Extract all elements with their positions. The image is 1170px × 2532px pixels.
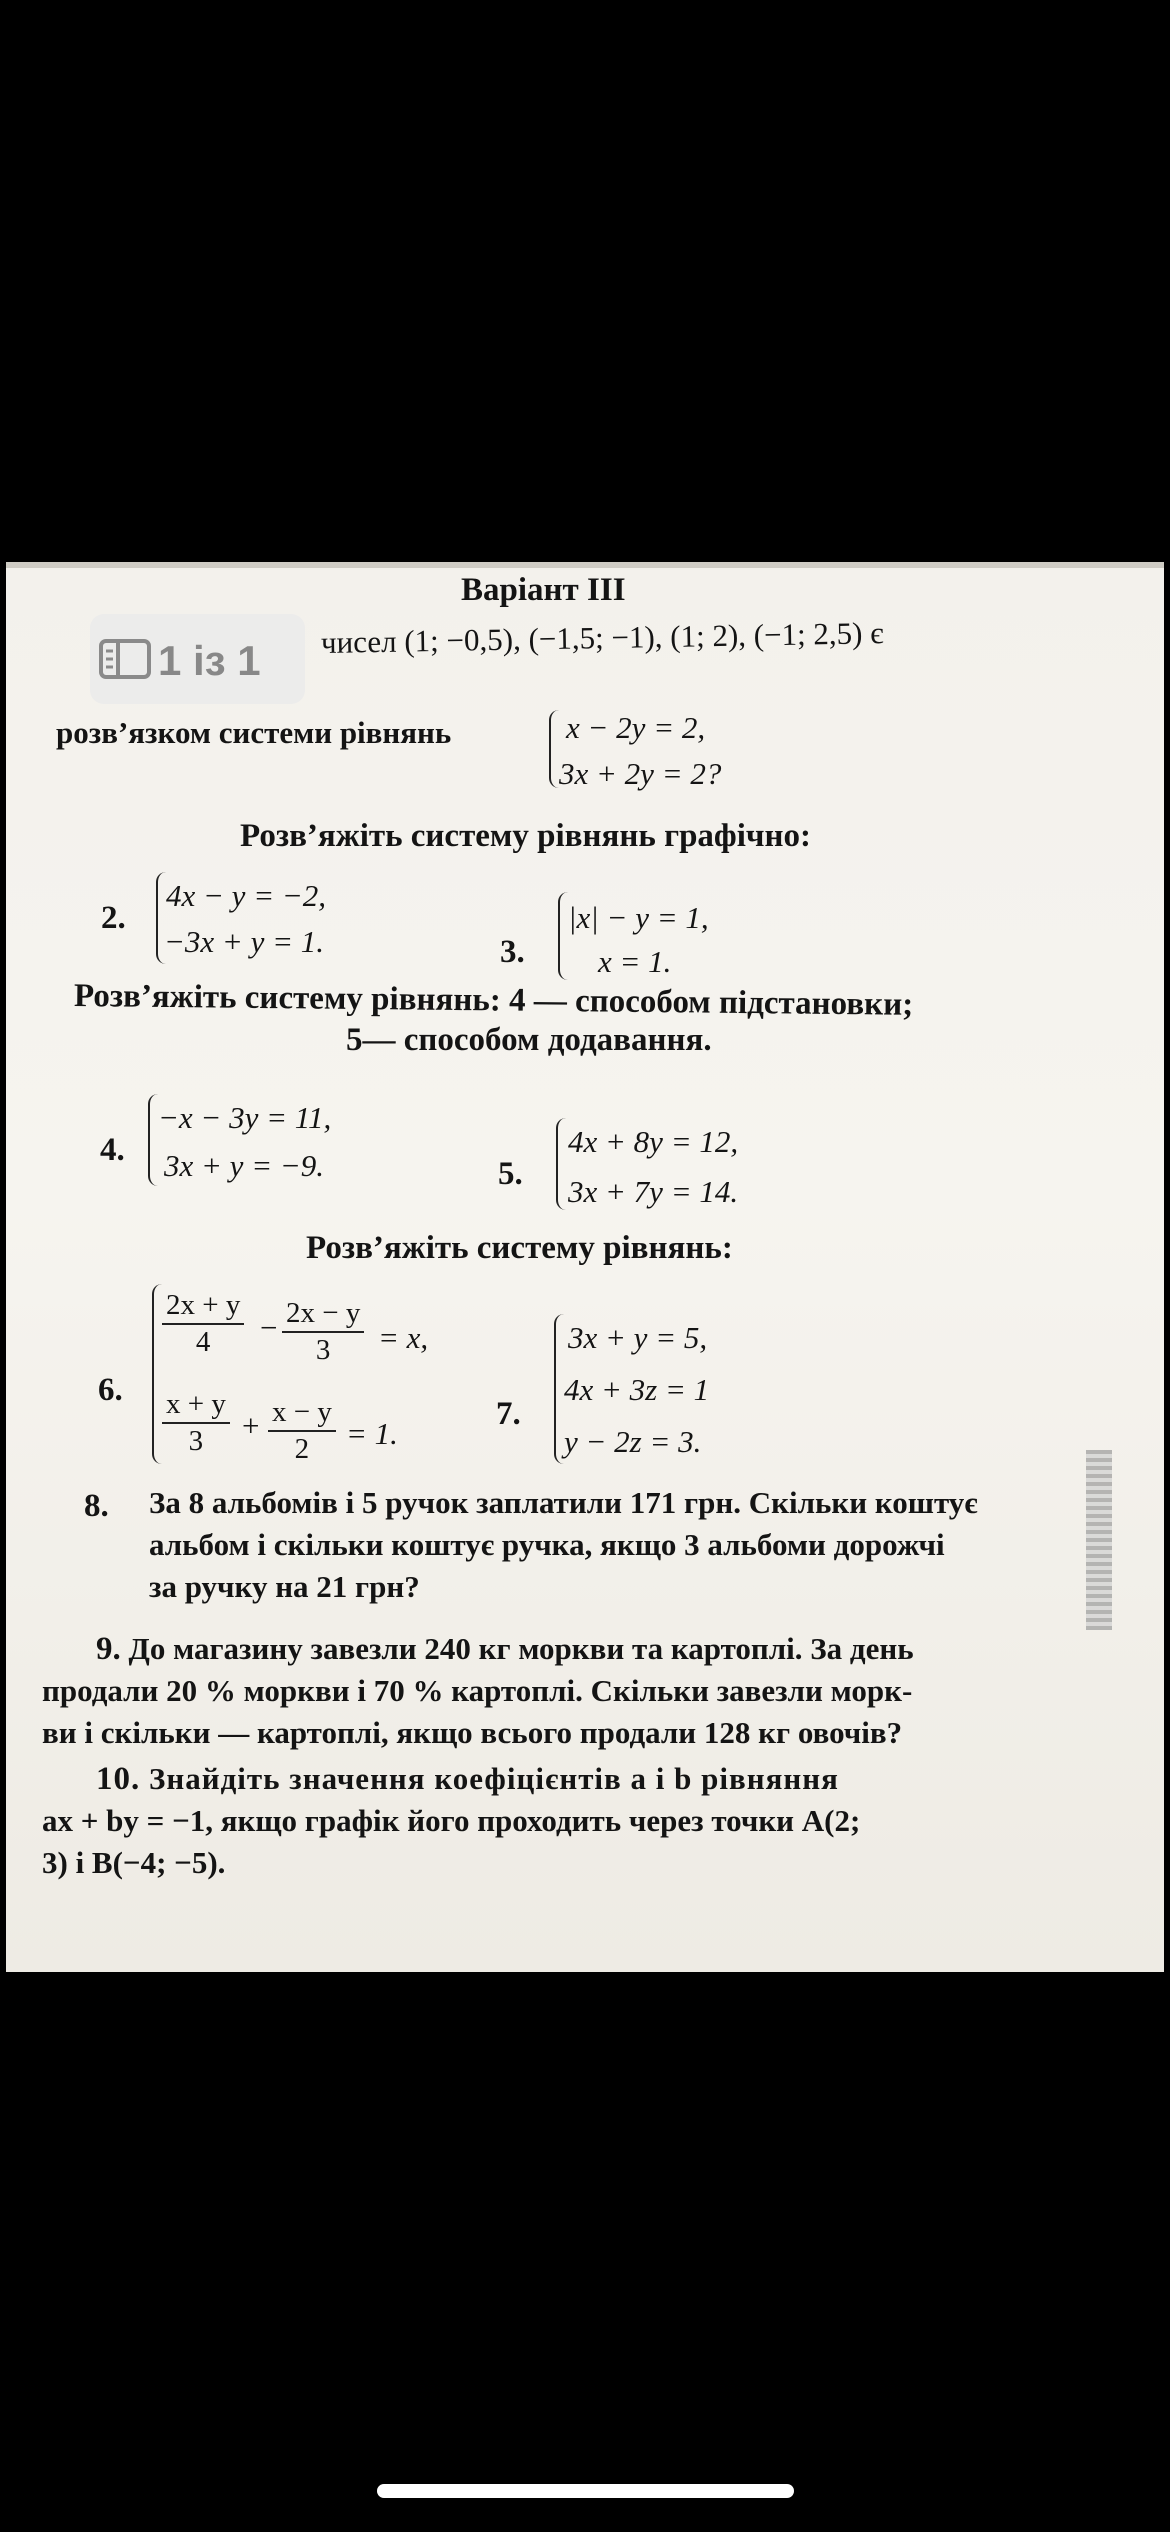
task10-line1-text: Знайдіть значення коефіцієнтів a і b рівняння	[149, 1761, 839, 1796]
task8-number: 8.	[84, 1488, 109, 1524]
task1-line1: чисел (1; −0,5), (−1,5; −1), (1; 2), (−1; 2,5) є	[320, 615, 884, 660]
task7-number: 7.	[496, 1396, 521, 1432]
task6-eq1-rhs: = x,	[378, 1320, 429, 1355]
task6-minus-sign: −	[260, 1310, 278, 1345]
task8-line3: за ручку на 21 грн?	[149, 1569, 420, 1604]
task5-brace	[556, 1118, 568, 1210]
task6-fraction-3-denominator: 3	[188, 1425, 204, 1457]
task6-fraction-4	[268, 1396, 336, 1466]
task2-number: 2.	[101, 900, 126, 936]
task2-eq2: −3x + y = 1.	[164, 924, 325, 959]
task6-plus-sign: +	[242, 1408, 260, 1443]
heading-solve: Розв’яжіть систему рівнянь:	[306, 1230, 733, 1266]
worksheet-page	[6, 562, 1164, 1972]
task6-number: 6.	[98, 1372, 123, 1408]
task6-eq2-rhs: = 1.	[346, 1416, 398, 1451]
task9-number: 9.	[96, 1631, 121, 1667]
task6-fraction-1-numerator: 2x + y	[162, 1289, 244, 1325]
task9-line1-text: До магазину завезли 240 кг моркви та картоплі. За день	[128, 1631, 914, 1666]
task10-line2: ax + by = −1, якщо графік його проходить через точки A(2;	[42, 1803, 861, 1838]
task9-line2: продали 20 % моркви і 70 % картоплі. Скільки завезли морк-	[42, 1673, 913, 1708]
task9-line3: ви і скільки — картоплі, якщо всього продали 128 кг овочів?	[42, 1715, 903, 1750]
task10-line3: 3) і B(−4; −5).	[42, 1845, 226, 1880]
task5-eq2: 3x + 7y = 14.	[568, 1174, 739, 1209]
task2-eq1: 4x − y = −2,	[166, 878, 327, 913]
task7-eq3: y − 2z = 3.	[564, 1424, 702, 1459]
task6-fraction-3-numerator: x + y	[162, 1388, 230, 1424]
task9-continuation	[42, 1670, 912, 1754]
task8-line1: За 8 альбомів і 5 ручок заплатили 171 грн. Скільки коштує	[149, 1485, 978, 1520]
task7-eq1: 3x + y = 5,	[568, 1320, 708, 1355]
task7-eq2: 4x + 3z = 1	[564, 1372, 710, 1407]
heading-graphical: Розв’яжіть систему рівнянь графічно:	[240, 818, 812, 854]
task1-line2: розв’язком системи рівнянь	[56, 715, 452, 750]
task1-eq2: 3x + 2y = 2?	[559, 756, 722, 791]
task10-line1	[96, 1758, 839, 1800]
task5-number: 5.	[498, 1156, 523, 1192]
task6-fraction-2-numerator: 2x − y	[282, 1297, 364, 1333]
task1-eq1: x − 2y = 2,	[566, 710, 706, 745]
task3-eq1: |x| − y = 1,	[568, 900, 709, 935]
task6-fraction-3	[162, 1388, 230, 1458]
heading-methods-line2: 5— способом додавання.	[346, 1022, 712, 1058]
task9-line1	[96, 1628, 914, 1670]
task8-text	[149, 1482, 978, 1608]
heading-methods-line1: Розв’яжіть систему рівнянь: 4 — способом підстановки;	[73, 978, 914, 1023]
task4-eq2: 3x + y = −9.	[164, 1148, 325, 1183]
page-edge	[6, 562, 1164, 568]
binding-stamp	[1086, 1450, 1112, 1630]
page-thumbnail-icon	[98, 638, 152, 685]
page-indicator-label: 1 із 1	[158, 637, 261, 684]
task3-eq2: x = 1.	[598, 944, 672, 979]
task6-fraction-4-denominator: 2	[294, 1433, 310, 1465]
task5-eq1: 4x + 8y = 12,	[568, 1124, 739, 1159]
task6-fraction-2	[282, 1297, 364, 1367]
task10-text	[96, 1758, 839, 1800]
page-indicator[interactable]	[90, 614, 305, 704]
task6-fraction-1	[162, 1289, 244, 1359]
task10-number: 10.	[96, 1761, 141, 1797]
task4-eq1: −x − 3y = 11,	[158, 1100, 332, 1135]
task8-line2: альбом і скільки коштує ручка, якщо 3 альбоми дорожчі	[149, 1527, 945, 1562]
task6-fraction-4-numerator: x − y	[268, 1396, 336, 1432]
task10-continuation	[42, 1800, 860, 1884]
task9-text	[96, 1628, 914, 1670]
task6-fraction-2-denominator: 3	[315, 1334, 331, 1366]
task3-number: 3.	[500, 934, 525, 970]
task4-number: 4.	[100, 1132, 125, 1168]
page-title: Варіант III	[461, 572, 626, 608]
task6-fraction-1-denominator: 4	[195, 1326, 211, 1358]
home-indicator[interactable]	[377, 2484, 794, 2498]
